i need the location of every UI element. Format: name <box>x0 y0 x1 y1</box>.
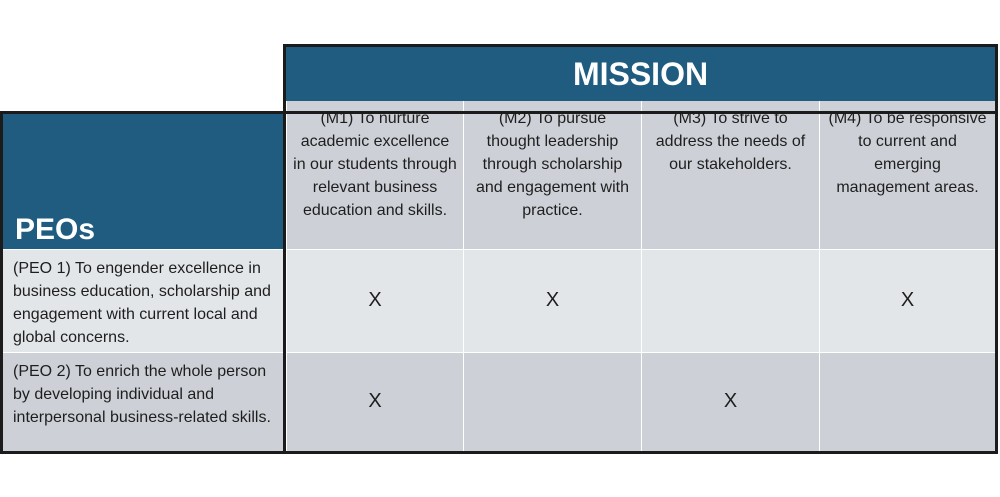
peo1-m4-mark: X <box>819 249 995 352</box>
mission-header: MISSION <box>286 47 995 101</box>
peo2-m3-mark: X <box>641 352 819 451</box>
peo2-m1-mark: X <box>286 352 463 451</box>
mission-m4-header: (M4) To be responsive to current and emerging management areas. <box>819 101 995 249</box>
peo1-m1-mark: X <box>286 249 463 352</box>
peo1-m2-mark: X <box>463 249 641 352</box>
peo1-label: (PEO 1) To engender excellence in business education, scholarship and engagement with current local and global concerns. <box>3 249 285 352</box>
peo2-label: (PEO 2) To enrich the whole person by developing individual and interpersonal business-related skills. <box>3 352 285 451</box>
mission-m2-header: (M2) To pursue thought leadership through scholarship and engagement with practice. <box>463 101 641 249</box>
peos-header-label: PEOs <box>15 213 96 246</box>
mission-m1-header: (M1) To nurture academic excellence in our students through relevant business education and skills. <box>286 101 463 249</box>
mission-m3-header: (M3) To strive to address the needs of our stakeholders. <box>641 101 819 249</box>
mission-border <box>283 44 998 454</box>
